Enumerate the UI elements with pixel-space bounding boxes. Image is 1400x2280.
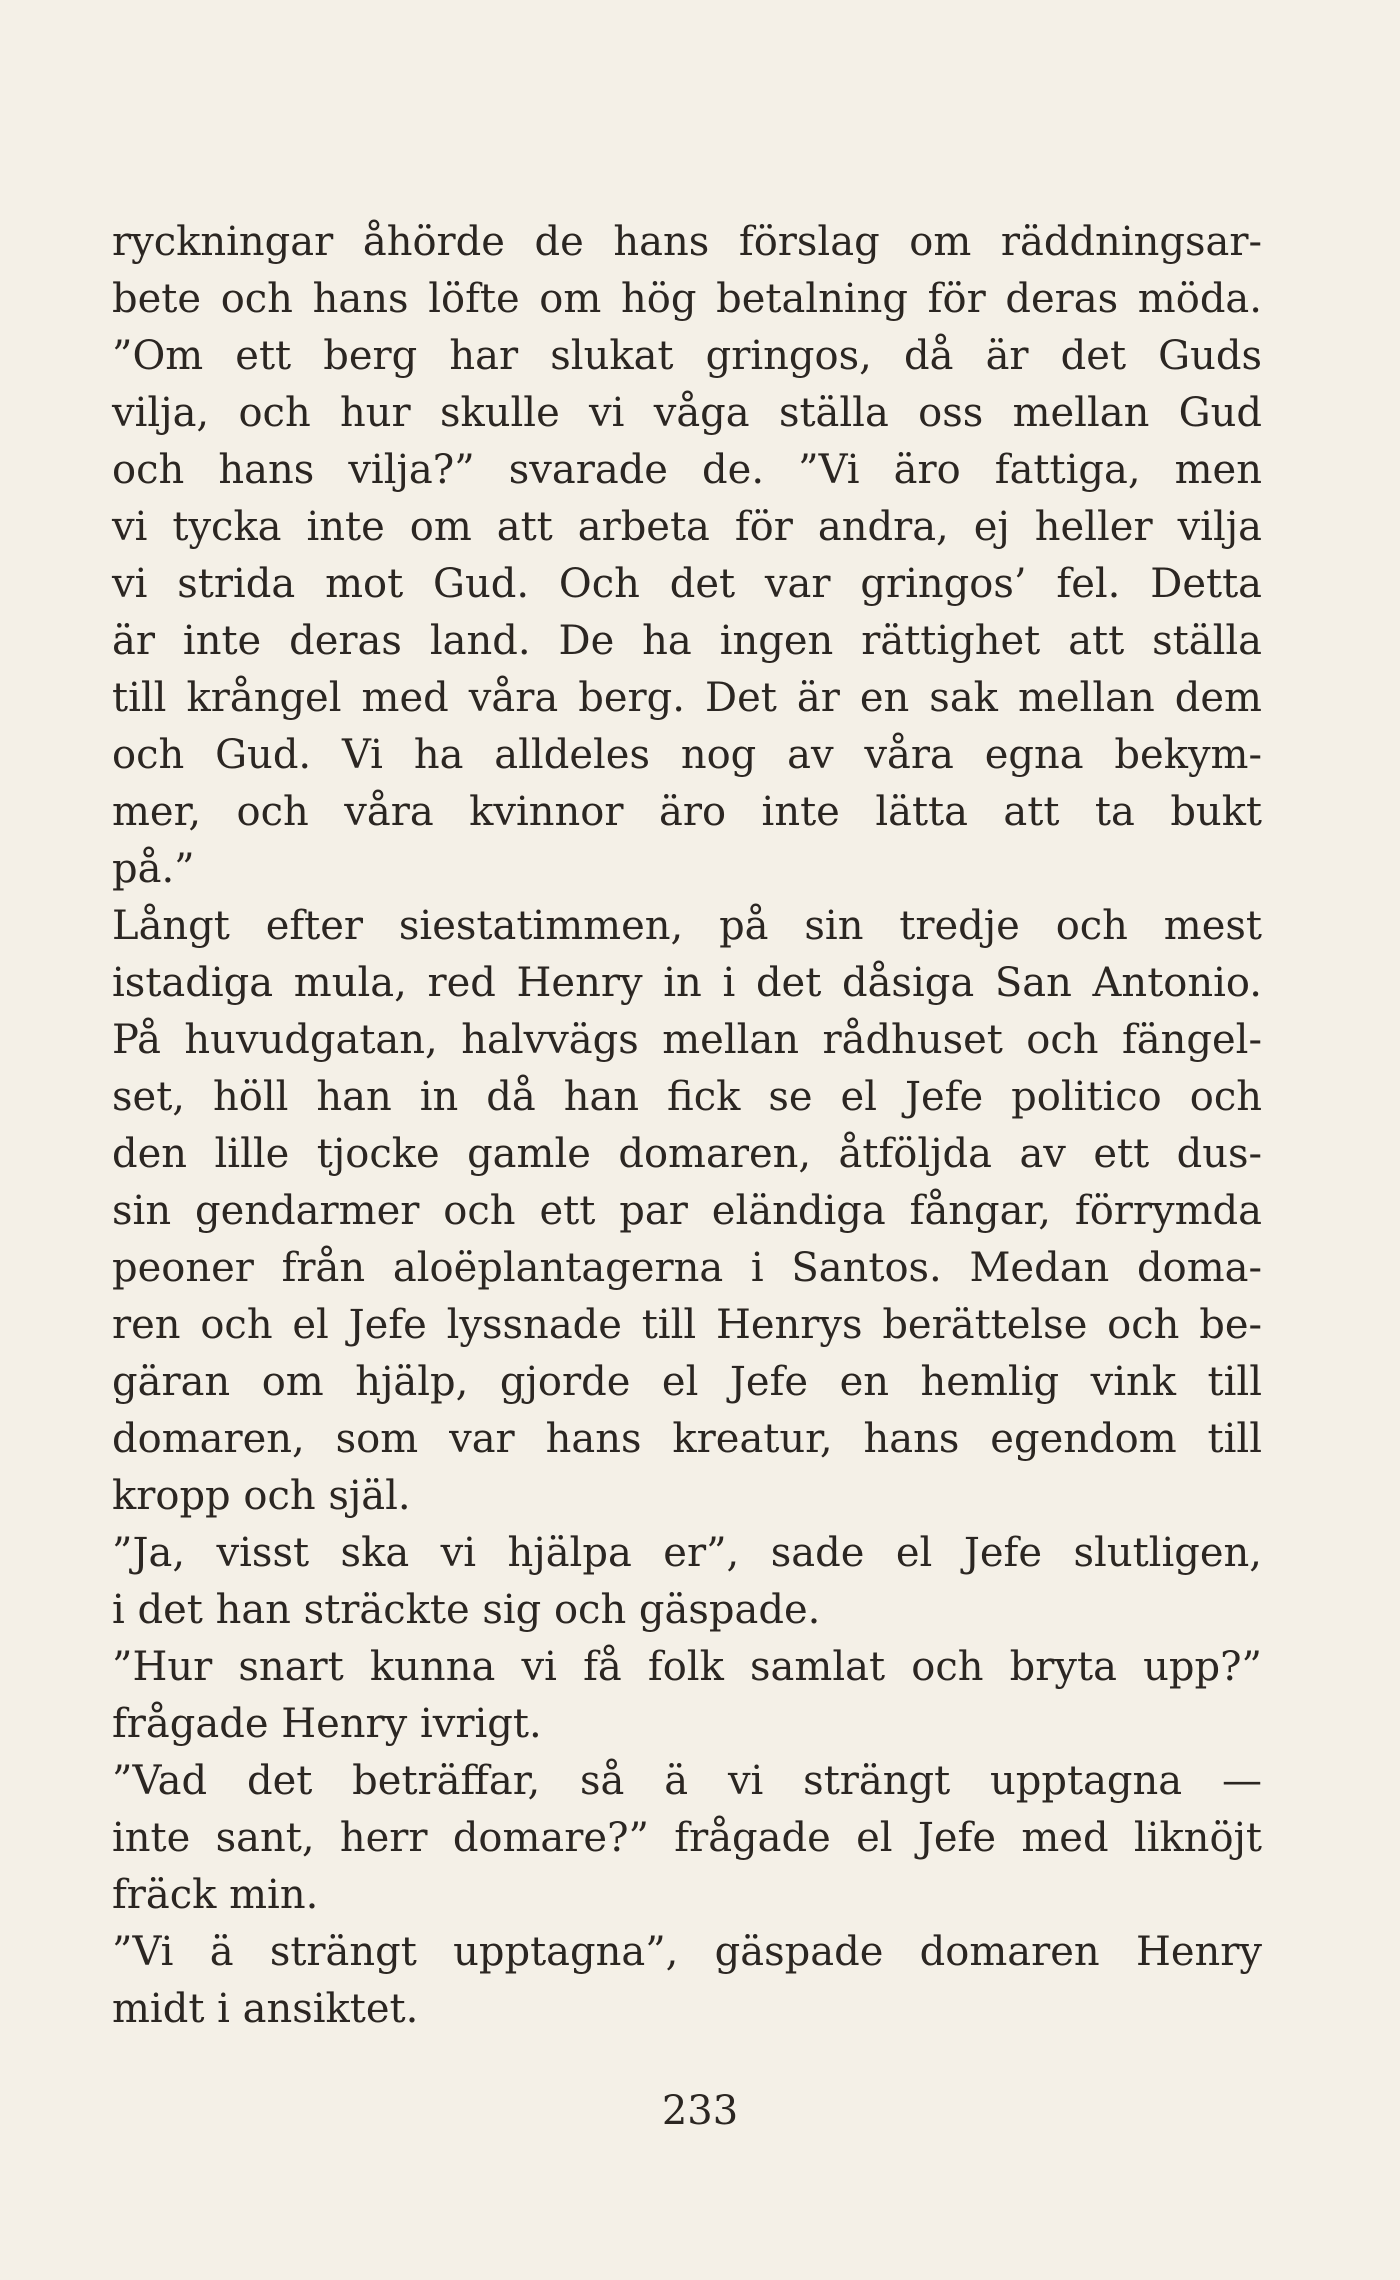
text-line: bete och hans löfte om hög betalning för deras möda. <box>112 276 1262 322</box>
text-line: är inte deras land. De ha ingen rättighet att ställa <box>112 618 1262 664</box>
text-line: set, höll han in då han fick se el Jefe politico och <box>112 1074 1262 1120</box>
body-text <box>112 214 1262 2038</box>
text-line: fräck min. <box>112 1872 319 1918</box>
text-line: Långt efter siestatimmen, på sin tredje och mest <box>112 903 1262 949</box>
text-line: På huvudgatan, halvvägs mellan rådhuset och fängel- <box>112 1017 1262 1063</box>
text-line: domaren, som var hans kreatur, hans egendom till <box>112 1416 1262 1462</box>
text-line: istadiga mula, red Henry in i det dåsiga San Antonio. <box>112 960 1262 1006</box>
text-line: gäran om hjälp, gjorde el Jefe en hemlig vink till <box>112 1359 1262 1405</box>
text-line: inte sant, herr domare?” frågade el Jefe med liknöjt <box>112 1815 1262 1861</box>
text-line: vilja, och hur skulle vi våga ställa oss mellan Gud <box>112 390 1262 436</box>
page-number: 233 <box>661 2088 739 2134</box>
text-line: mer, och våra kvinnor äro inte lätta att ta bukt <box>112 789 1262 835</box>
text-line: vi strida mot Gud. Och det var gringos’ fel. Detta <box>112 561 1262 607</box>
text-line: till krångel med våra berg. Det är en sak mellan dem <box>112 675 1262 721</box>
text-line: ”Ja, visst ska vi hjälpa er”, sade el Jefe slutligen, <box>112 1530 1262 1576</box>
text-line: ryckningar åhörde de hans förslag om räddningsar- <box>112 219 1262 265</box>
text-line: midt i ansiktet. <box>112 1986 419 2032</box>
text-line: ”Vad det beträffar, så ä vi strängt upptagna — <box>112 1758 1262 1804</box>
text-line: sin gendarmer och ett par eländiga fångar, förrymda <box>112 1188 1262 1234</box>
text-line: ren och el Jefe lyssnade till Henrys berättelse och be- <box>112 1302 1262 1348</box>
text-line: i det han sträckte sig och gäspade. <box>112 1587 821 1633</box>
text-line: kropp och själ. <box>112 1473 411 1519</box>
text-line: och Gud. Vi ha alldeles nog av våra egna bekym- <box>112 732 1262 778</box>
text-line: ”Hur snart kunna vi få folk samlat och bryta upp?” <box>112 1644 1262 1690</box>
text-line: frågade Henry ivrigt. <box>112 1701 542 1747</box>
text-line: den lille tjocke gamle domaren, åtföljda av ett dus- <box>112 1131 1262 1177</box>
text-line: ”Vi ä strängt upptagna”, gäspade domaren Henry <box>112 1929 1262 1975</box>
text-line: ”Om ett berg har slukat gringos, då är det Guds <box>112 333 1262 379</box>
text-line: och hans vilja?” svarade de. ”Vi äro fattiga, men <box>112 447 1262 493</box>
text-line: på.” <box>112 846 195 892</box>
text-line: vi tycka inte om att arbeta för andra, ej heller vilja <box>112 504 1262 550</box>
text-line: peoner från aloëplantagerna i Santos. Medan doma- <box>112 1245 1262 1291</box>
